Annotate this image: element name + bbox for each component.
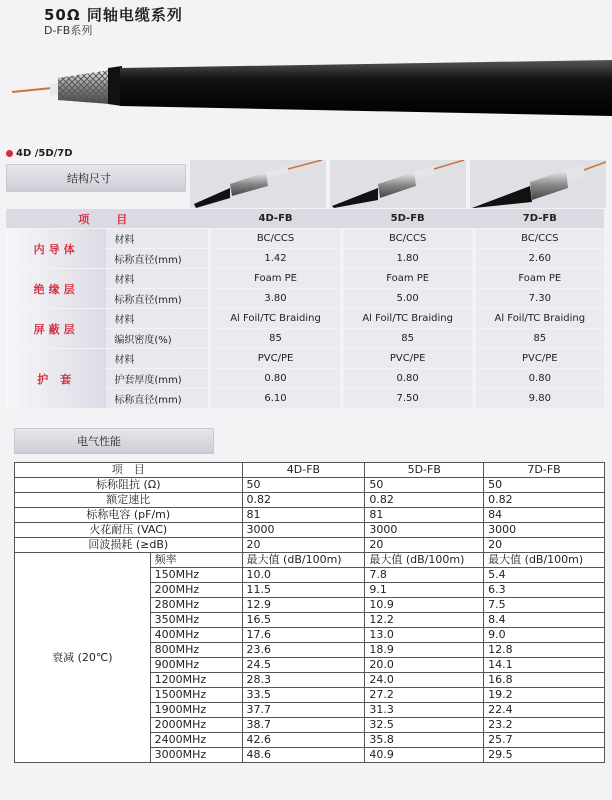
cell: 7.30 (476, 289, 604, 308)
structure-row (6, 309, 604, 328)
bullet-icon (6, 150, 13, 157)
cell: 32.5 (365, 718, 484, 733)
electrical-row (15, 523, 605, 538)
row-label: 材料 (106, 309, 207, 328)
frequency-cell: 2400MHz (150, 733, 242, 748)
cell: PVC/PE (344, 349, 472, 368)
cell: 33.5 (242, 688, 365, 703)
cell: 18.9 (365, 643, 484, 658)
cell: 5.00 (344, 289, 472, 308)
frequency-cell: 280MHz (150, 598, 242, 613)
frequency-cell: 400MHz (150, 628, 242, 643)
cell: 40.9 (365, 748, 484, 763)
group-label: 屏蔽层 (6, 309, 106, 348)
structure-table (6, 208, 604, 409)
cell: 0.82 (242, 493, 365, 508)
cell: 5.4 (484, 568, 605, 583)
row-label: 标称直径(mm) (106, 249, 207, 268)
frequency-cell: 350MHz (150, 613, 242, 628)
structure-header-col: 5D-FB (344, 209, 472, 228)
structure-header-item: 项 目 (6, 209, 208, 228)
cell: 37.7 (242, 703, 365, 718)
cell: 0.80 (476, 369, 604, 388)
electrical-row (15, 538, 605, 553)
cell: 24.0 (365, 673, 484, 688)
cell: 23.2 (484, 718, 605, 733)
cell: 48.6 (242, 748, 365, 763)
max-header: 最大值 (dB/100m) (242, 553, 365, 568)
cell: 9.0 (484, 628, 605, 643)
cell: 42.6 (242, 733, 365, 748)
cell: Al Foil/TC Braiding (476, 309, 604, 328)
cell: 50 (484, 478, 605, 493)
row-label: 标称直径(mm) (106, 289, 207, 308)
frequency-cell: 1200MHz (150, 673, 242, 688)
cable-thumb-4d (190, 160, 326, 208)
cell: 10.9 (365, 598, 484, 613)
frequency-cell: 150MHz (150, 568, 242, 583)
cell: 84 (484, 508, 605, 523)
cell: BC/CCS (211, 229, 339, 248)
structure-row (6, 269, 604, 288)
cable-thumb-7d (470, 160, 606, 208)
electrical-label-box (14, 428, 214, 454)
cell: 12.2 (365, 613, 484, 628)
cell: 81 (365, 508, 484, 523)
cell: 22.4 (484, 703, 605, 718)
structure-header-col: 7D-FB (476, 209, 604, 228)
cell: 0.80 (211, 369, 339, 388)
header-cell: 项 目 (15, 463, 243, 478)
cell: 11.5 (242, 583, 365, 598)
variant-text: 4D /5D/7D (16, 148, 73, 159)
cell: 8.4 (484, 613, 605, 628)
cell: 1.80 (344, 249, 472, 268)
cell: 6.10 (211, 389, 339, 408)
structure-header-col: 4D-FB (211, 209, 339, 228)
frequency-cell: 800MHz (150, 643, 242, 658)
cell: 85 (211, 329, 339, 348)
structure-header-row (6, 209, 604, 228)
cell: 29.5 (484, 748, 605, 763)
frequency-cell: 1900MHz (150, 703, 242, 718)
cell: 28.3 (242, 673, 365, 688)
cell: 12.9 (242, 598, 365, 613)
row-label: 标称电容 (pF/m) (15, 508, 243, 523)
cell: 31.3 (365, 703, 484, 718)
structure-label: 结构尺寸 (67, 172, 111, 185)
cell: 13.0 (365, 628, 484, 643)
frequency-header: 频率 (150, 553, 242, 568)
cell: 12.8 (484, 643, 605, 658)
cell: 14.1 (484, 658, 605, 673)
row-label: 回波损耗 (≥dB) (15, 538, 243, 553)
cell: BC/CCS (476, 229, 604, 248)
cell: BC/CCS (344, 229, 472, 248)
group-label: 绝缘层 (6, 269, 106, 308)
header-cell: 5D-FB (365, 463, 484, 478)
cell: 3.80 (211, 289, 339, 308)
cell: 3000 (365, 523, 484, 538)
row-label: 额定速比 (15, 493, 243, 508)
electrical-row (15, 478, 605, 493)
electrical-table (14, 462, 605, 763)
cell: 0.80 (344, 369, 472, 388)
attenuation-label: 衰减 (20℃) (15, 553, 151, 763)
frequency-cell: 200MHz (150, 583, 242, 598)
cell: 38.7 (242, 718, 365, 733)
cell: 0.82 (484, 493, 605, 508)
cell: 85 (344, 329, 472, 348)
max-header: 最大值 (dB/100m) (365, 553, 484, 568)
cell: Foam PE (476, 269, 604, 288)
cell: 50 (365, 478, 484, 493)
row-label: 标称阻抗 (Ω) (15, 478, 243, 493)
cell: 19.2 (484, 688, 605, 703)
electrical-row (15, 493, 605, 508)
cell: 16.8 (484, 673, 605, 688)
cell: 10.0 (242, 568, 365, 583)
group-label: 内导体 (6, 229, 106, 268)
frequency-cell: 900MHz (150, 658, 242, 673)
group-label: 护 套 (6, 349, 106, 408)
row-label: 材料 (106, 229, 207, 248)
row-label: 材料 (106, 349, 207, 368)
cell: 2.60 (476, 249, 604, 268)
cell: 20 (365, 538, 484, 553)
structure-row (6, 349, 604, 368)
cell: 3000 (484, 523, 605, 538)
electrical-header-row (15, 463, 605, 478)
cell: Foam PE (211, 269, 339, 288)
row-label: 材料 (106, 269, 207, 288)
cell: 20 (242, 538, 365, 553)
cell: PVC/PE (476, 349, 604, 368)
cell: 7.8 (365, 568, 484, 583)
cell: 0.82 (365, 493, 484, 508)
cell: 35.8 (365, 733, 484, 748)
header-cell: 4D-FB (242, 463, 365, 478)
page-title: 50Ω 同轴电缆系列 (44, 6, 183, 24)
row-label: 编织密度(%) (106, 329, 207, 348)
cell: 1.42 (211, 249, 339, 268)
frequency-cell: 2000MHz (150, 718, 242, 733)
cell: Foam PE (344, 269, 472, 288)
max-header: 最大值 (dB/100m) (484, 553, 605, 568)
row-label: 护套厚度(mm) (106, 369, 207, 388)
row-label: 火花耐压 (VAC) (15, 523, 243, 538)
frequency-cell: 1500MHz (150, 688, 242, 703)
cell: PVC/PE (211, 349, 339, 368)
attenuation-header-row (15, 553, 605, 568)
cell: 25.7 (484, 733, 605, 748)
row-label: 标称直径(mm) (106, 389, 207, 408)
cell: Al Foil/TC Braiding (344, 309, 472, 328)
structure-label-box (6, 164, 186, 192)
cell: 7.50 (344, 389, 472, 408)
cell: 24.5 (242, 658, 365, 673)
variant-heading (6, 148, 73, 159)
cell: 6.3 (484, 583, 605, 598)
structure-row (6, 229, 604, 248)
cell: 9.1 (365, 583, 484, 598)
page-subtitle: D-FB系列 (44, 24, 93, 37)
cell: 3000 (242, 523, 365, 538)
cell: 20 (484, 538, 605, 553)
cell: 23.6 (242, 643, 365, 658)
cell: 85 (476, 329, 604, 348)
cable-hero-image (0, 40, 612, 150)
cell: 20.0 (365, 658, 484, 673)
cell: 27.2 (365, 688, 484, 703)
frequency-cell: 3000MHz (150, 748, 242, 763)
cell: 50 (242, 478, 365, 493)
cell: 7.5 (484, 598, 605, 613)
cell: 9.80 (476, 389, 604, 408)
cell: 17.6 (242, 628, 365, 643)
electrical-label: 电气性能 (77, 435, 121, 448)
cell: 81 (242, 508, 365, 523)
cable-thumb-5d (330, 160, 466, 208)
cell: 16.5 (242, 613, 365, 628)
cell: Al Foil/TC Braiding (211, 309, 339, 328)
electrical-row (15, 508, 605, 523)
header-cell: 7D-FB (484, 463, 605, 478)
